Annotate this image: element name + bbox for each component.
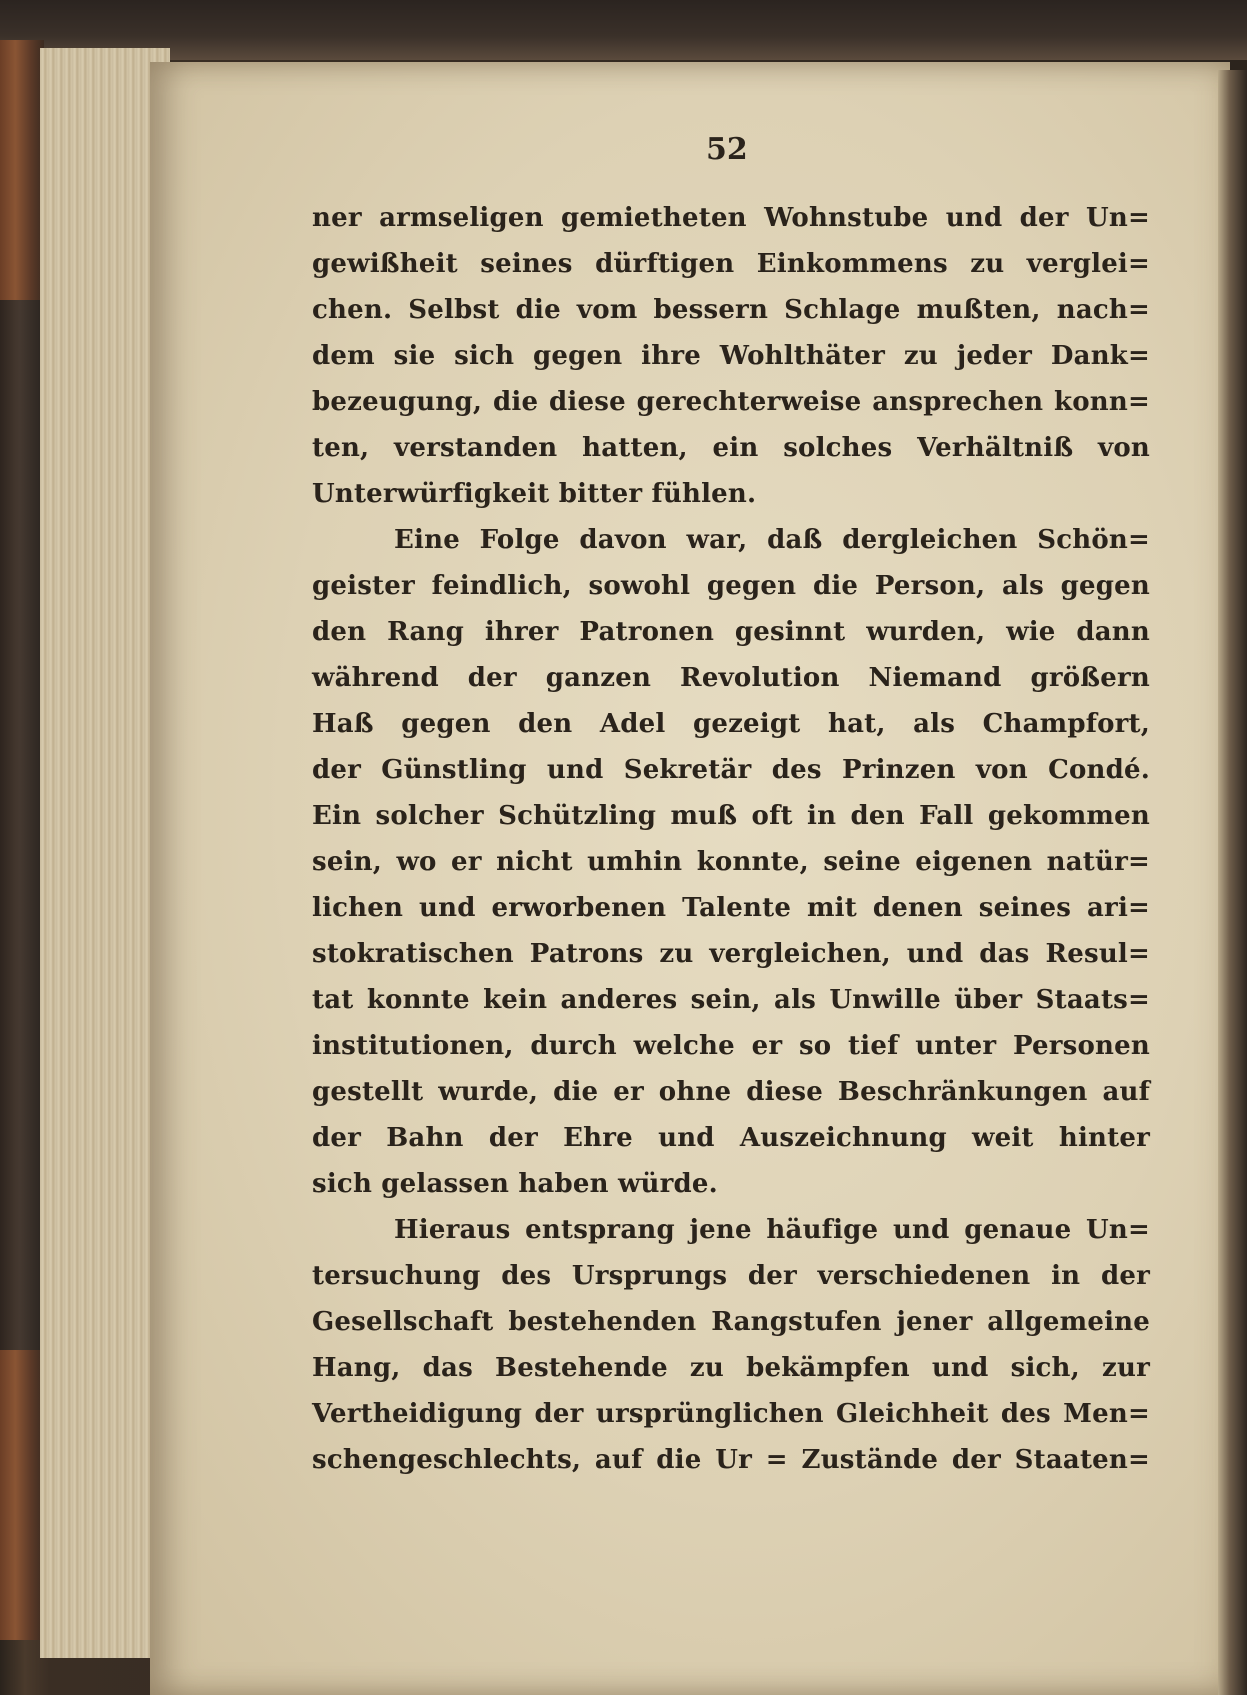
text-line: Eine Folge davon war, daß dergleichen Schön=	[394, 525, 1150, 555]
text-line: chen. Selbst die vom bessern Schlage mußten, nach=	[312, 295, 1150, 325]
text-line: Haß gegen den Adel gezeigt hat, als Champfort,	[312, 709, 1150, 739]
text-line: den Rang ihrer Patronen gesinnt wurden, wie dann	[312, 617, 1150, 647]
book-cover-cloth	[0, 300, 40, 1350]
text-line: gewißheit seines dürftigen Einkommens zu verglei=	[312, 249, 1150, 279]
text-line: schengeschlechts, auf die Ur = Zustände der Staaten=	[312, 1445, 1150, 1475]
text-line: bezeugung, die diese gerechterweise ansprechen konn=	[312, 387, 1150, 417]
text-line: sein, wo er nicht umhin konnte, seine eigenen natür=	[312, 847, 1150, 877]
text-line: sich gelassen haben würde.	[312, 1169, 718, 1199]
text-line: Ein solcher Schützling muß oft in den Fall gekommen	[312, 801, 1150, 831]
book-cover-top	[0, 0, 1247, 60]
page-right-edge	[1218, 70, 1247, 1695]
text-line: Hieraus entsprang jene häufige und genaue Un=	[394, 1215, 1150, 1245]
text-line: institutionen, durch welche er so tief unter Personen	[312, 1031, 1150, 1061]
text-line: während der ganzen Revolution Niemand größern	[312, 663, 1150, 693]
text-line: tersuchung des Ursprungs der verschiedenen in der	[312, 1261, 1150, 1291]
text-line: Unterwürfigkeit bitter fühlen.	[312, 479, 757, 509]
text-line: tat konnte kein anderes sein, als Unwille über Staats=	[312, 985, 1150, 1015]
text-line: lichen und erworbenen Talente mit denen seines ari=	[312, 893, 1150, 923]
text-line: Vertheidigung der ursprünglichen Gleichheit des Men=	[312, 1399, 1150, 1429]
page-text	[312, 195, 1150, 1483]
text-line: Hang, das Bestehende zu bekämpfen und sich, zur	[312, 1353, 1150, 1383]
page-number: 52	[706, 132, 748, 167]
text-line: ner armseligen gemietheten Wohnstube und der Un=	[312, 203, 1150, 233]
text-line: der Bahn der Ehre und Auszeichnung weit hinter	[312, 1123, 1150, 1153]
text-line: geister feindlich, sowohl gegen die Person, als gegen	[312, 571, 1150, 601]
text-line: der Günstling und Sekretär des Prinzen von Condé.	[312, 755, 1150, 785]
text-line: ten, verstanden hatten, ein solches Verhältniß von	[312, 433, 1150, 463]
text-line: gestellt wurde, die er ohne diese Beschränkungen auf	[312, 1077, 1150, 1107]
text-line: Gesellschaft bestehenden Rangstufen jener allgemeine	[312, 1307, 1150, 1337]
text-line: dem sie sich gegen ihre Wohlthäter zu jeder Dank=	[312, 341, 1150, 371]
text-line: stokratischen Patrons zu vergleichen, und das Resul=	[312, 939, 1150, 969]
